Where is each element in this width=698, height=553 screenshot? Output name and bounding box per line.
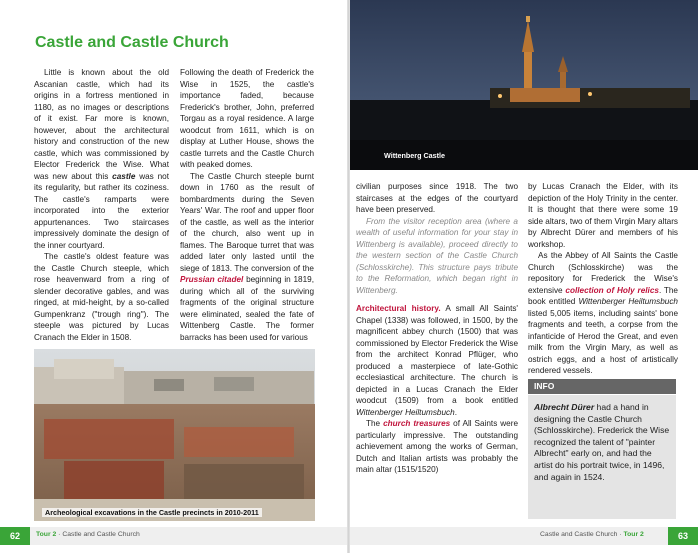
page-number: 62 — [0, 527, 30, 545]
paragraph: The Castle Church steeple burnt down in 1760 as the result of bombardments during the Seven Years' War. The roof and upper floor of the castle, as well as the interior of the church, also went up in flames. The Baroque turret that was added later only lasted until the siege of 1813. The conversion of the Prussian citadel beginning in 1819, during which all of the surviving fragments of the original structure were eliminated, sealed the fate of Wittenberg Castle. The former barracks has been used for various — [180, 171, 314, 342]
excavation-image — [34, 349, 315, 521]
paragraph: From the visitor reception area (where a wealth of useful information for your stay in Wittenberg is available), proceed directly to the western section of the Castle Church (Schlosskirche). This structure pays tribute to the Reformation, which began right in Wittenberg. — [356, 216, 518, 295]
paragraph: Following the death of Frederick the Wise in 1525, the castle's importance faded, because Frederick's brother, John, preferred Torgau as a royal residence. A large woodcut from 1611, which is on display at Luther House, shows the castle turrets and the Castle Church with peaked domes. — [180, 68, 314, 169]
paragraph: civilian purposes since 1918. The two staircases at the edges of the courtyard have been preserved. — [356, 182, 518, 214]
excavation-photo — [34, 349, 315, 521]
paragraph: The church treasures of All Saints were particularly impressive. The outstanding achievement among the works of German, Dutch and Italian artists was probably the main altar (1515/1520) — [356, 419, 518, 474]
left-column-2 — [180, 67, 314, 343]
running-footer: Tour 2 · Castle and Castle Church — [36, 531, 140, 538]
paragraph: Little is known about the old Ascanian castle, which had its origins in a fortress mentioned in 1180, as no images or descriptions of it exist. Far more is known, however, about the architectural history and construction of the new castle, which was commissioned by Elector Frederick the Wise. What was new about this castle was not its regularity, but rather its coziness. The castle's ramparts were incorporated into the exterior appurtenances. Two staircases impressively dominate the design of the inner courtyard. — [34, 68, 169, 250]
left-column-1 — [34, 67, 169, 343]
page-title: Castle and Castle Church — [35, 34, 229, 51]
info-box — [528, 395, 676, 519]
left-page — [0, 0, 348, 553]
running-footer: Castle and Castle Church · Tour 2 — [540, 531, 644, 538]
castle-night-image — [350, 0, 698, 170]
paragraph: Architectural history. A small All Saints' Chapel (1338) was followed, in 1500, by the magnificent abbey church (1500) that was commissioned by Elector Frederick the Wise from the architect Konrad Pflüger, who produced a masterpiece of late-Gothic ecclesiastical architecture. The church is depicted in a Lucas Cranach the Elder woodcut (1509) from a book entitled Wittenberger Heiltumsbuch. — [356, 304, 518, 417]
right-column-2 — [528, 181, 678, 377]
footer-bar — [350, 527, 698, 545]
page-number: 63 — [668, 527, 698, 545]
photo-caption: Wittenberg Castle — [384, 151, 446, 160]
photo-caption: Archeological excavations in the Castle precincts in 2010-2011 — [42, 508, 262, 517]
right-column-1 — [356, 181, 518, 476]
info-text: had a hand in designing the Castle Church (Schlosskirche). Frederick the Wise recognized the talent of "painter Albrecht" early on, and had the artist do his portrait twice, in 1496, and again in 1524. — [534, 402, 670, 482]
paragraph: by Lucas Cranach the Elder, with its depiction of the Holy Trinity in the center. It is thought that there were some 19 side altars, two of them Virgin Mary altars by Albrecht Dürer and members of his workshop. — [528, 182, 679, 249]
paragraph: The castle's oldest feature was the Castle Church steeple, which rose heavenward from a ring of slender decorative gables, and was ringed, at mid-height, by a so-called Gumpenkranz ("trough ring"). The steeple was pictured by Lucas Cranach the Elder in 1508. — [34, 252, 169, 342]
info-box-heading: INFO — [528, 379, 676, 394]
paragraph: As the Abbey of All Saints the Castle Church (Schlosskirche) was the repository for Frederick the Wise's extensive collection of Holy relics. The book entitled Wittenberger Heiltumsbuch listed 5,005 items, including saints' bone fragments and teeth, a corpse from the infanticide of Herod the Great, and even milk from the Virgin Mary, as well as ostrich eggs, and a host of artistically rendered vessels. — [528, 251, 678, 375]
castle-photo — [350, 0, 698, 170]
info-lead: Albrecht Dürer — [534, 402, 595, 412]
